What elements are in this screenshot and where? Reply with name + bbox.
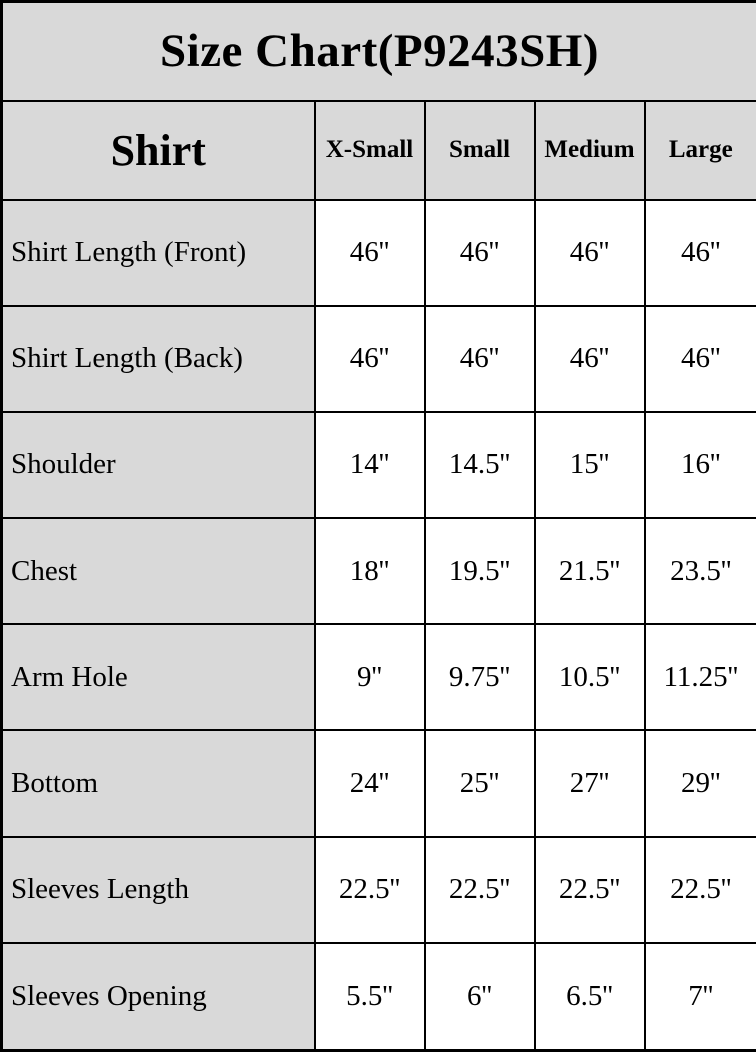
table-row-arm-hole — [2, 624, 756, 730]
cell-value: 46'' — [425, 306, 535, 412]
cell-value: 22.5'' — [315, 837, 425, 943]
cell-value: 22.5'' — [645, 837, 756, 943]
cell-value: 11.25'' — [645, 624, 756, 730]
cell-value: 5.5'' — [315, 943, 425, 1051]
row-label: Bottom — [2, 730, 315, 836]
row-label: Arm Hole — [2, 624, 315, 730]
cell-value: 21.5'' — [535, 518, 645, 624]
cell-value: 46'' — [535, 200, 645, 306]
cell-value: 46'' — [645, 306, 756, 412]
row-label: Shoulder — [2, 412, 315, 518]
table-row-chest — [2, 518, 756, 624]
title-row — [2, 2, 756, 101]
cell-value: 16'' — [645, 412, 756, 518]
table-row-bottom — [2, 730, 756, 836]
cell-value: 6.5'' — [535, 943, 645, 1051]
cell-value: 9.75'' — [425, 624, 535, 730]
cell-value: 15'' — [535, 412, 645, 518]
corner-header-shirt: Shirt — [2, 101, 315, 200]
cell-value: 14.5'' — [425, 412, 535, 518]
cell-value: 6'' — [425, 943, 535, 1051]
cell-value: 22.5'' — [425, 837, 535, 943]
cell-value: 19.5'' — [425, 518, 535, 624]
row-label: Chest — [2, 518, 315, 624]
table-row-shoulder — [2, 412, 756, 518]
col-header-large: Large — [645, 101, 756, 200]
cell-value: 25'' — [425, 730, 535, 836]
table-row-sleeves-length — [2, 837, 756, 943]
cell-value: 22.5'' — [535, 837, 645, 943]
cell-value: 24'' — [315, 730, 425, 836]
table-row-shirt-length-back — [2, 306, 756, 412]
cell-value: 18'' — [315, 518, 425, 624]
cell-value: 27'' — [535, 730, 645, 836]
cell-value: 23.5'' — [645, 518, 756, 624]
cell-value: 46'' — [315, 200, 425, 306]
row-label: Shirt Length (Front) — [2, 200, 315, 306]
cell-value: 29'' — [645, 730, 756, 836]
chart-title: Size Chart(P9243SH) — [2, 2, 756, 101]
cell-value: 9'' — [315, 624, 425, 730]
row-label: Sleeves Opening — [2, 943, 315, 1051]
row-label: Shirt Length (Back) — [2, 306, 315, 412]
cell-value: 46'' — [315, 306, 425, 412]
table-row-sleeves-opening — [2, 943, 756, 1051]
cell-value: 14'' — [315, 412, 425, 518]
col-header-small: Small — [425, 101, 535, 200]
cell-value: 10.5'' — [535, 624, 645, 730]
col-header-medium: Medium — [535, 101, 645, 200]
row-label: Sleeves Length — [2, 837, 315, 943]
cell-value: 46'' — [535, 306, 645, 412]
cell-value: 46'' — [425, 200, 535, 306]
col-header-x-small: X-Small — [315, 101, 425, 200]
table-row-shirt-length-front — [2, 200, 756, 306]
header-row — [2, 101, 756, 200]
cell-value: 7'' — [645, 943, 756, 1051]
cell-value: 46'' — [645, 200, 756, 306]
